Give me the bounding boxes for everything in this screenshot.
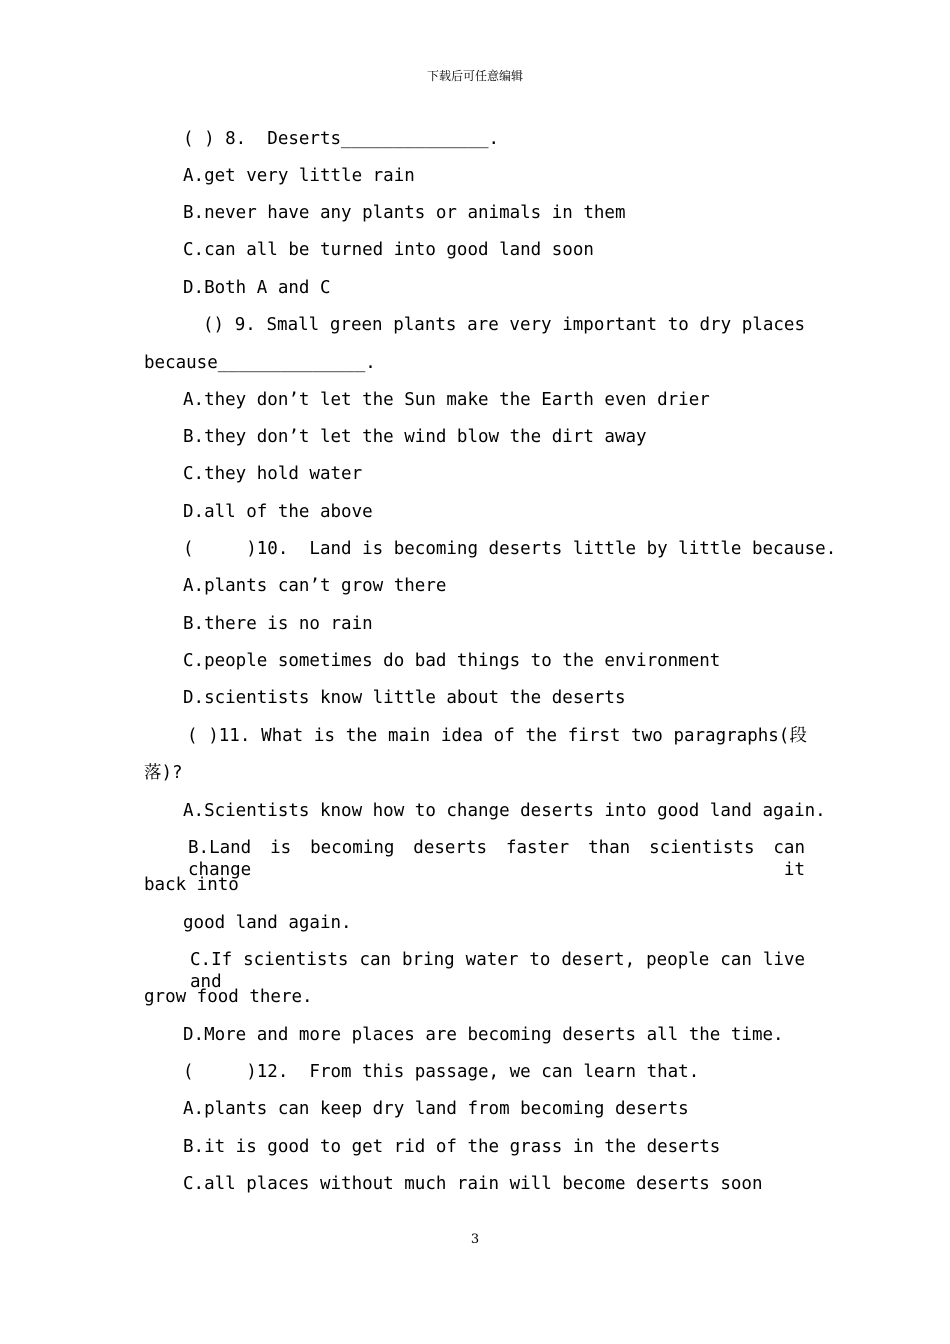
question-11-option-c: C.If scientists can bring water to desert, people can live and xyxy=(190,950,805,992)
question-9-stem-continued: because______________. xyxy=(144,353,376,373)
question-10-stem: ( )10. Land is becoming deserts little by little because. xyxy=(183,539,837,559)
question-10-option-d: D.scientists know little about the deserts xyxy=(183,688,626,708)
question-9-option-a: A.they don’t let the Sun make the Earth even drier xyxy=(183,390,710,410)
question-12-option-c: C.all places without much rain will become deserts soon xyxy=(183,1174,763,1194)
question-12-option-a: A.plants can keep dry land from becoming deserts xyxy=(183,1099,689,1119)
question-8-option-a: A.get very little rain xyxy=(183,166,415,186)
question-11-option-d: D.More and more places are becoming deserts all the time. xyxy=(183,1025,784,1045)
question-11-option-c-continued: grow food there. xyxy=(144,987,313,1007)
question-12-option-b: B.it is good to get rid of the grass in the deserts xyxy=(183,1137,721,1157)
question-9-stem: () 9. Small green plants are very important to dry places xyxy=(203,315,805,335)
question-11-option-b-continued-2: good land again. xyxy=(183,913,352,933)
question-11-option-b: B.Land is becoming deserts faster than scientists can change it xyxy=(188,838,805,880)
question-10-option-a: A.plants can’t grow there xyxy=(183,576,447,596)
question-10-option-c: C.people sometimes do bad things to the environment xyxy=(183,651,721,671)
question-11-option-a: A.Scientists know how to change deserts into good land again. xyxy=(183,801,826,821)
page-number: 3 xyxy=(470,1232,480,1247)
question-8-option-b: B.never have any plants or animals in them xyxy=(183,203,626,223)
question-8-option-c: C.can all be turned into good land soon xyxy=(183,240,594,260)
question-11-option-b-continued-1: back into xyxy=(144,875,239,895)
question-9-option-b: B.they don’t let the wind blow the dirt away xyxy=(183,427,647,447)
question-8-stem: ( ) 8. Deserts______________. xyxy=(183,129,500,149)
question-9-option-d: D.all of the above xyxy=(183,502,373,522)
question-9-option-c: C.they hold water xyxy=(183,464,363,484)
question-8-option-d: D.Both A and C xyxy=(183,278,331,298)
question-10-option-b: B.there is no rain xyxy=(183,614,373,634)
question-12-stem: ( )12. From this passage, we can learn that. xyxy=(183,1062,700,1082)
question-11-stem-continued: 落)? xyxy=(144,763,183,783)
question-11-stem: ( )11. What is the main idea of the first two paragraphs(段 xyxy=(187,726,807,746)
page-header: 下载后可任意编辑 xyxy=(426,69,523,83)
